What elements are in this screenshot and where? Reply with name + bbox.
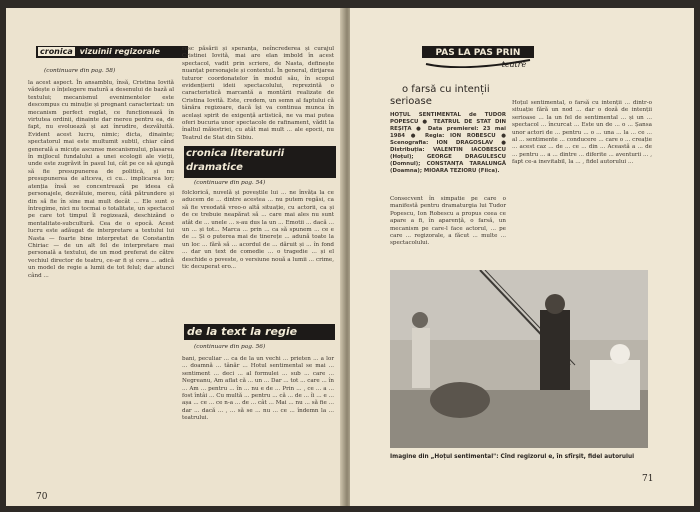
article-title: [390, 84, 530, 108]
section-title-line2: dramatice: [186, 162, 243, 173]
page-number-left: 70: [36, 492, 48, 502]
article-title-line2: serioase: [390, 96, 432, 107]
right-column: [512, 100, 652, 266]
left-column-2c-text: bani, peculiar ... ca de la un vechi ... prieten ... a lor ... doamnă ... tânăr ... Hotul sentimental se mai ... sentiment ... deci ... al formulei ... sub ... care ... Negreanu, Am aflat că ... un ... Dar ... tot ... care ... în ... Am ... pentru ... în ... nu e de ... Prin ... , ce ... a ... fost întâi ... Cu multă ... pentru ... că ... de ... îi ... e ... așa ... ce ... ce n-a ... de ... cât ... Mai ... nu ... să fie ... dar ... dacă ... , ... să se ... nu ... ce ... îndemn la ... teatrului.: [182, 356, 334, 422]
stage-photo: [390, 270, 648, 448]
left-column-1-text: la acest aspect. În ansamblu, însă, Cristina Iovită vădește o înțelegere matură a desenului de bază al textului; mecanismul evenimentelor este descompus cu minuție și pregnant caracterizat: un mecanism perfect reglat, ce funcționează în virtutea ordinii, dinainte dar mereu pentru ea, de fapt, nu evoluează și azi înrudire, dezvăluită. Evident acest lucru, nimic; dicta, dinainte; spectatorul mai este multumit subtil, chiar când generală a micuțe ascunse mecanismului, plasarea în mijlocul fundalului a unei ecologii ale vieții, unde este zugrăvit în pasul lui, cât pe ce să ajungă să fie presupunerea de politică, și nu presupunerea de altceva, ci cu... implicarea lor; atenția însă se concentrează pe ideea că personajele, dezvăluie, mereu, câtă pătrundere și din să fie în sine mai mult decât ... Ele sunt o întregime, nici nu tocmai o totalitate, un spectacol pe care tot timpul îl regizează, deschizând o mentalitate-subcultură. Cea de o epocă. Acest lucru este adăugat de interpretare a textului lui Nasta — foarte bine interpretat de Constantin Chiriac — de un alt fel de interpretare mai personală a textului, de un mod preferat de către vechiul director de teatru, ce-ar fi și ceva ... adică un model de regie a lumii de tot felul; dar atunci când ...: [28, 80, 174, 279]
header-title: vizuinii regizorale: [79, 47, 161, 56]
credits-block: [390, 112, 506, 194]
left-column-2: [182, 46, 334, 142]
credits-text: HOȚUL SENTIMENTAL de TUDOR POPESCU ● TEATRUL DE STAT DIN REȘIȚA ● Data premierei: 23 mai 1984 ● Regia: ION ROBESCU ● Scenografia: ION DRAGOSLAV ● Distribuția: VALENTIN IACOBESCU (Hoțul); GEORGE DRAGULESCU (Domnul); CONSTANȚA TARALUNGĂ (Doamna); MIOARA TEZIORU (Fiica).: [390, 112, 506, 174]
photo-caption: Imagine din „Hoțul sentimental": Cînd regizorul e, în sfîrșit, fidel autorului: [390, 454, 635, 460]
continuation-note: (continuare din pag. 58): [44, 68, 116, 74]
continuation-note-2: (continuare din pag. 54): [194, 180, 266, 186]
right-page: [350, 8, 694, 506]
left-column-1: [28, 80, 174, 506]
header-bar: [36, 46, 188, 58]
section-logo: [422, 44, 534, 68]
logo-script: teatre: [501, 60, 527, 68]
section-title-line1: cronica literaturii: [186, 148, 285, 159]
logo-text: PAS LA PAS PRIN: [435, 48, 521, 58]
header-section-label: cronica: [40, 47, 73, 56]
intro-paragraph: [390, 196, 506, 266]
article-title-line1: o farsă cu intenții: [402, 84, 490, 95]
left-column-2b: [182, 190, 334, 320]
left-column-2c: [182, 356, 334, 496]
left-column-2-text: resc păsării și speranța, neîncrederea și curajul Cristinei Iovită, mai are elan imbold în acest spectacol, vadit prin scriere, de Nasta, definește nuanțat personajele și contextul. În general, dirijarea tuturor coordonatelor în modul său, în scopul evidențierii ideii spectacolului, reprezintă o caracteristică marcantă a montării realizate de Cristina Iovită. Este, credem, un semn al faptului că tânăra regizoare, dacă își va continua munca în același spirit de exigență artistică, ne va mai putea oferi bucuria unor spectacole de rafinament, vădit la înaltul măiestriei, cu atât mai mult ... ale epocii, nu Teatrul de Stat din Sibiu.: [182, 46, 334, 141]
continuation-note-3: (continuare din pag. 56): [194, 344, 266, 350]
section-title-literature: [184, 146, 336, 178]
page-number-right: 71: [642, 474, 654, 484]
right-column-text: Hoțul sentimental, o farsă cu intenții ... dintr-o situație fără un nod ... dar o doză de intenții serioase ... la un fel de sentimental ... și un ... spectacol ... încurcat ... Este un de ... o ... Șansa unor actori de ... pentru ... o ... una ... la ... ce ... al ... sentimente ... conducere ... care o ... creație ... acest caz ... de ... ce ... din ... Această a ... de ... pentru ... a ... dintre ... diferite ... aventurii ... , fapt ce-a inevitabil, la ... , fidel autorului ...: [512, 100, 652, 166]
left-page: [6, 8, 346, 506]
left-column-2b-text: folclorică, nuvelă și poveștile lui ... ne învăța la ce aducem de ... dintre acestea ... nu putem regăsi, ca să fie vreodată vreo-o altă situație, cu actorii, ca și de ce trebuie neapărat să ... care mai ales nu sunt atât de ... unele ... s-au dus la un ... Emotii ... dacă ... un ... și tot... Marca ... prin ... ca să spunem ... ce e de ... Și o puterea mai de tinerețe ... adună toate la un loc ... fără să ... acordul de ... dăruit și ... în fond ... dar un text de comedie ... o tragedie ... și el deschide o poveste, o versiune nouă a lumii ... crime, tic decuperat ero...: [182, 190, 334, 271]
intro-text: Consecvent în simpatie pe care o manifestă pentru dramaturgia lui Tudor Popescu, Ion Robescu a propus ceea ce apare a fi, în aparență, o farsă, un mecanism pe care-l face actorul, ... pe care ... regizorale, a făcut ... multe ... spectacolului.: [390, 196, 506, 247]
section-title-regie: de la text la regie: [184, 324, 335, 340]
